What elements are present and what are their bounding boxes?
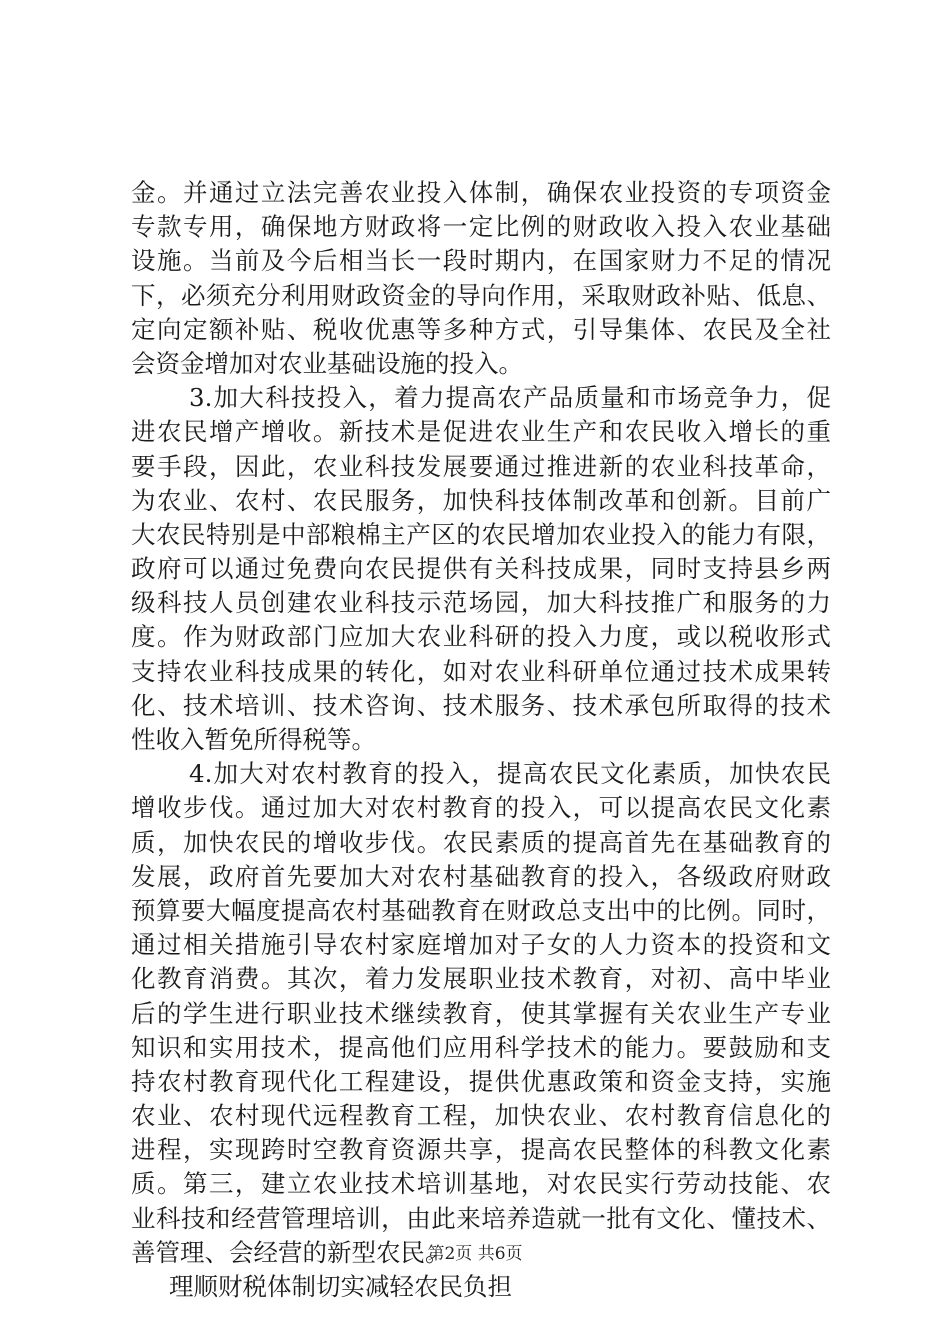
text-line: 预算要大幅度提高农村基础教育在财政总支出中的比例。同时，	[131, 895, 831, 925]
text-line: 知识和实用技术，提高他们应用科学技术的能力。要鼓励和支	[131, 1032, 831, 1062]
text-line: 为农业、农村、农民服务，加快科技体制改革和创新。目前广	[131, 485, 831, 515]
text-line: 后的学生进行职业技术继续教育，使其掌握有关农业生产专业	[131, 998, 831, 1028]
body-text	[131, 176, 831, 1304]
text-line: 定向定额补贴、税收优惠等多种方式，引导集体、农民及全社	[131, 314, 831, 344]
paragraph-start-line: 3.加大科技投入，着力提高农产品质量和市场竞争力，促	[189, 383, 831, 413]
text-line: 专款专用，确保地方财政将一定比例的财政收入投入农业基础	[131, 212, 831, 242]
text-line: 质。第三，建立农业技术培训基地，对农民实行劳动技能、农	[131, 1169, 831, 1199]
section-heading: 理顺财税体制切实减轻农民负担	[169, 1272, 512, 1301]
text-line: 要手段，因此，农业科技发展要通过推进新的农业科技革命，	[131, 451, 831, 481]
text-line: 性收入暂免所得税等。	[131, 725, 376, 754]
text-line: 大农民特别是中部粮棉主产区的农民增加农业投入的能力有限，	[131, 519, 831, 549]
text-line: 下，必须充分利用财政资金的导向作用，采取财政补贴、低息、	[131, 280, 831, 310]
text-line: 通过相关措施引导农村家庭增加对子女的人力资本的投资和文	[131, 930, 831, 960]
text-line: 善管理、会经营的新型农民。	[131, 1237, 450, 1267]
text-line: 支持农业科技成果的转化，如对农业科研单位通过技术成果转	[131, 656, 831, 686]
text-line: 发展，政府首先要加大对农村基础教育的投入，各级政府财政	[131, 861, 831, 891]
text-line: 会资金增加对农业基础设施的投入。	[131, 348, 523, 378]
text-line: 政府可以通过免费向农民提供有关科技成果，同时支持县乡两	[131, 554, 831, 584]
text-line: 持农村教育现代化工程建设，提供优惠政策和资金支持，实施	[131, 1066, 831, 1096]
paragraph-start-line: 4.加大对农村教育的投入，提高农民文化素质，加快农民	[189, 759, 831, 789]
text-line: 化教育消费。其次，着力发展职业技术教育，对初、高中毕业	[131, 964, 831, 994]
text-line: 度。作为财政部门应加大农业科研的投入力度，或以税收形式	[131, 622, 831, 652]
text-line: 业科技和经营管理培训，由此来培养造就一批有文化、懂技术、	[131, 1203, 831, 1233]
text-line: 级科技人员创建农业科技示范场园，加大科技推广和服务的力	[131, 588, 831, 618]
text-line: 农业、农村现代远程教育工程，加快农业、农村教育信息化的	[131, 1101, 831, 1131]
text-line: 进程，实现跨时空教育资源共享，提高农民整体的科教文化素	[131, 1135, 831, 1165]
text-line: 化、技术培训、技术咨询、技术服务、技术承包所取得的技术	[131, 690, 831, 720]
text-line: 设施。当前及今后相当长一段时期内，在国家财力不足的情况	[131, 246, 831, 276]
text-line: 增收步伐。通过加大对农村教育的投入，可以提高农民文化素	[131, 793, 831, 823]
text-line: 金。并通过立法完善农业投入体制，确保农业投资的专项资金	[131, 178, 831, 207]
text-line: 进农民增产增收。新技术是促进农业生产和农民收入增长的重	[131, 417, 831, 447]
text-line: 质，加快农民的增收步伐。农民素质的提高首先在基础教育的	[131, 827, 831, 857]
page-number-footer: 第2页 共6页	[427, 1244, 523, 1264]
